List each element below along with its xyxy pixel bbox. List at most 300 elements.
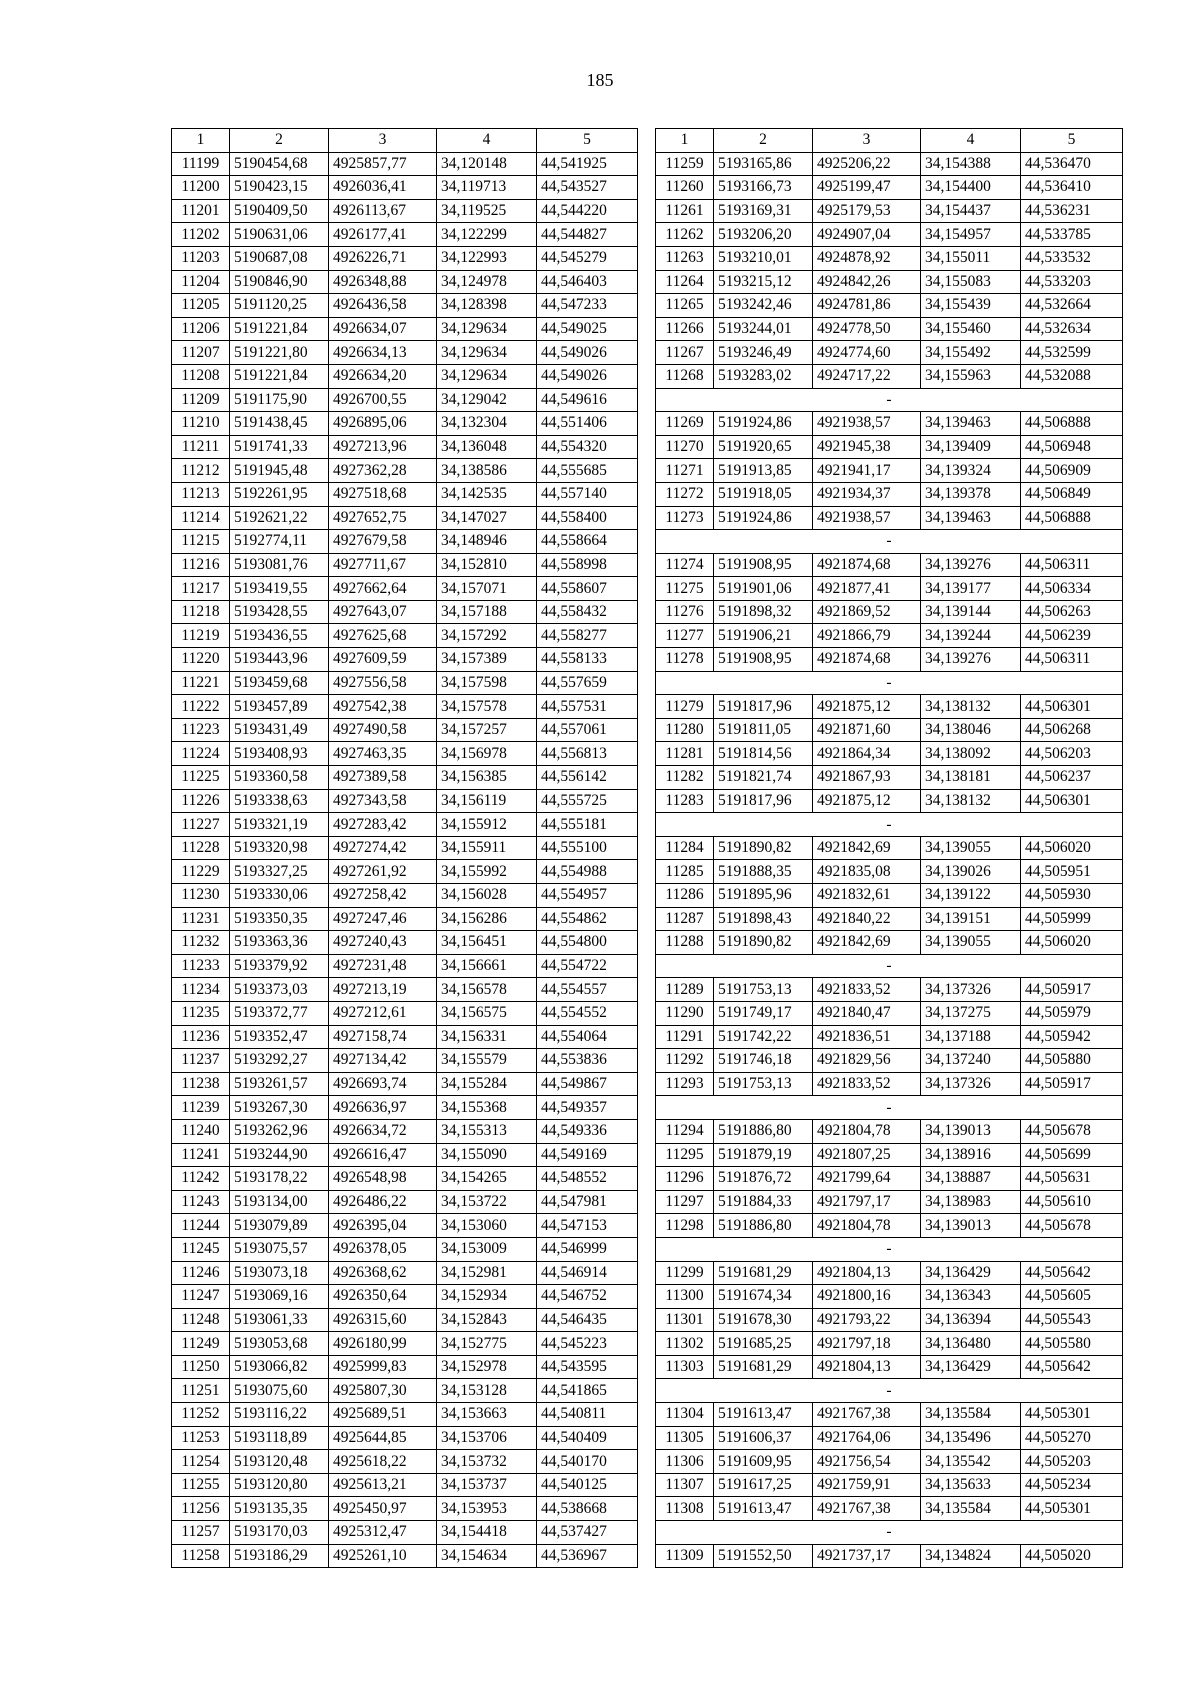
cell-col-5: 44,533532 (1021, 246, 1123, 270)
table-row (656, 1308, 1123, 1332)
cell-col-3: 4921835,08 (813, 860, 921, 884)
cell-col-5: 44,533203 (1021, 270, 1123, 294)
cell-col-1: 11276 (656, 600, 714, 624)
table-row (172, 482, 638, 506)
cell-col-5: 44,536470 (1021, 152, 1123, 176)
cell-col-4: 34,154634 (437, 1544, 537, 1568)
table-row (172, 1450, 638, 1474)
cell-col-1: 11207 (172, 341, 230, 365)
cell-col-4: 34,139177 (921, 577, 1021, 601)
cell-col-5: 44,506311 (1021, 648, 1123, 672)
cell-col-2: 5193061,33 (230, 1308, 329, 1332)
table-row (656, 412, 1123, 436)
table-row (172, 1285, 638, 1309)
cell-col-3: 4921767,38 (813, 1403, 921, 1427)
cell-col-2: 5191924,86 (714, 412, 813, 436)
cell-col-2: 5191895,96 (714, 884, 813, 908)
cell-col-5: 44,549867 (537, 1072, 638, 1096)
cell-col-5: 44,541925 (537, 152, 638, 176)
cell-col-1: 11220 (172, 648, 230, 672)
cell-col-1: 11286 (656, 884, 714, 908)
cell-col-4: 34,128398 (437, 294, 537, 318)
table-row (656, 1544, 1123, 1568)
cell-col-1: 11244 (172, 1214, 230, 1238)
cell-col-4: 34,153953 (437, 1497, 537, 1521)
table-row (172, 1379, 638, 1403)
cell-col-4: 34,139151 (921, 907, 1021, 931)
cell-col-5: 44,536231 (1021, 199, 1123, 223)
cell-col-3: 4925199,47 (813, 176, 921, 200)
cell-col-4: 34,156661 (437, 954, 537, 978)
cell-col-2: 5193079,89 (230, 1214, 329, 1238)
cell-col-3: 4927212,61 (329, 1001, 437, 1025)
cell-col-3: 4925857,77 (329, 152, 437, 176)
cell-col-4: 34,135633 (921, 1473, 1021, 1497)
header-col-1: 1 (656, 129, 714, 153)
table-row (656, 482, 1123, 506)
cell-col-3: 4921804,78 (813, 1119, 921, 1143)
table-row (172, 341, 638, 365)
cell-col-5: 44,506311 (1021, 553, 1123, 577)
cell-col-3: 4921875,12 (813, 789, 921, 813)
cell-col-4: 34,155911 (437, 836, 537, 860)
cell-col-1: 11231 (172, 907, 230, 931)
coordinates-table-left (171, 128, 638, 1568)
cell-col-2: 5193135,35 (230, 1497, 329, 1521)
cell-col-3: 4925206,22 (813, 152, 921, 176)
cell-col-4: 34,139244 (921, 624, 1021, 648)
cell-col-5: 44,558664 (537, 530, 638, 554)
table-row (172, 435, 638, 459)
cell-col-4: 34,134824 (921, 1544, 1021, 1568)
cell-col-2: 5191221,84 (230, 317, 329, 341)
cell-col-1: 11275 (656, 577, 714, 601)
cell-col-5: 44,558133 (537, 648, 638, 672)
table-row (172, 1072, 638, 1096)
cell-col-1: 11289 (656, 978, 714, 1002)
cell-col-4: 34,157257 (437, 718, 537, 742)
cell-col-2: 5193330,06 (230, 884, 329, 908)
cell-col-4: 34,156578 (437, 978, 537, 1002)
cell-col-5: 44,536967 (537, 1544, 638, 1568)
cell-col-2: 5191613,47 (714, 1403, 813, 1427)
header-col-2: 2 (714, 129, 813, 153)
cell-col-1: 11237 (172, 1049, 230, 1073)
cell-col-4: 34,153706 (437, 1426, 537, 1450)
cell-col-5: 44,548552 (537, 1167, 638, 1191)
cell-col-2: 5193116,22 (230, 1403, 329, 1427)
separator-row (656, 1521, 1123, 1545)
cell-col-5: 44,505020 (1021, 1544, 1123, 1568)
cell-col-5: 44,546914 (537, 1261, 638, 1285)
cell-col-1: 11257 (172, 1521, 230, 1545)
cell-col-2: 5191741,33 (230, 435, 329, 459)
cell-col-1: 11253 (172, 1426, 230, 1450)
table-row (172, 1237, 638, 1261)
table-row (656, 246, 1123, 270)
cell-col-4: 34,142535 (437, 482, 537, 506)
cell-col-3: 4927463,35 (329, 742, 437, 766)
cell-col-1: 11303 (656, 1355, 714, 1379)
cell-col-4: 34,152775 (437, 1332, 537, 1356)
cell-col-3: 4925618,22 (329, 1450, 437, 1474)
cell-col-5: 44,555181 (537, 813, 638, 837)
cell-col-2: 5191742,22 (714, 1025, 813, 1049)
table-row (172, 978, 638, 1002)
cell-col-4: 34,153737 (437, 1473, 537, 1497)
table-row (656, 1072, 1123, 1096)
cell-col-5: 44,540811 (537, 1403, 638, 1427)
cell-col-1: 11296 (656, 1167, 714, 1191)
separator-row (656, 388, 1123, 412)
cell-col-3: 4926348,88 (329, 270, 437, 294)
header-col-1: 1 (172, 129, 230, 153)
table-row (172, 1143, 638, 1167)
cell-col-4: 34,129042 (437, 388, 537, 412)
cell-col-4: 34,156385 (437, 766, 537, 790)
cell-col-4: 34,152934 (437, 1285, 537, 1309)
cell-col-3: 4925179,53 (813, 199, 921, 223)
cell-col-4: 34,139122 (921, 884, 1021, 908)
table-row (172, 718, 638, 742)
cell-col-4: 34,139463 (921, 506, 1021, 530)
cell-col-4: 34,132304 (437, 412, 537, 436)
cell-col-2: 5190423,15 (230, 176, 329, 200)
cell-col-4: 34,120148 (437, 152, 537, 176)
table-row (172, 836, 638, 860)
cell-col-3: 4926378,05 (329, 1237, 437, 1261)
cell-col-1: 11285 (656, 860, 714, 884)
cell-col-2: 5193066,82 (230, 1355, 329, 1379)
cell-col-4: 34,138046 (921, 718, 1021, 742)
cell-col-2: 5193431,49 (230, 718, 329, 742)
cell-col-3: 4927490,58 (329, 718, 437, 742)
cell-col-1: 11288 (656, 931, 714, 955)
cell-col-4: 34,153663 (437, 1403, 537, 1427)
table-row (172, 1025, 638, 1049)
cell-col-1: 11264 (656, 270, 714, 294)
cell-col-1: 11241 (172, 1143, 230, 1167)
table-row (656, 553, 1123, 577)
cell-col-1: 11278 (656, 648, 714, 672)
cell-col-1: 11224 (172, 742, 230, 766)
cell-col-4: 34,139013 (921, 1214, 1021, 1238)
cell-col-1: 11246 (172, 1261, 230, 1285)
cell-col-2: 5193075,60 (230, 1379, 329, 1403)
separator-cell: - (656, 388, 1123, 412)
cell-col-4: 34,136343 (921, 1285, 1021, 1309)
table-row (172, 742, 638, 766)
cell-col-3: 4927261,92 (329, 860, 437, 884)
cell-col-4: 34,157071 (437, 577, 537, 601)
cell-col-4: 34,155083 (921, 270, 1021, 294)
table-row (656, 931, 1123, 955)
cell-col-4: 34,156575 (437, 1001, 537, 1025)
cell-col-2: 5191606,37 (714, 1426, 813, 1450)
cell-col-3: 4927283,42 (329, 813, 437, 837)
cell-col-5: 44,506268 (1021, 718, 1123, 742)
cell-col-2: 5191884,33 (714, 1190, 813, 1214)
cell-col-1: 11205 (172, 294, 230, 318)
cell-col-3: 4927343,58 (329, 789, 437, 813)
cell-col-4: 34,138887 (921, 1167, 1021, 1191)
cell-col-5: 44,505930 (1021, 884, 1123, 908)
cell-col-5: 44,543595 (537, 1355, 638, 1379)
cell-col-2: 5191221,84 (230, 364, 329, 388)
table-row (656, 1497, 1123, 1521)
cell-col-5: 44,554557 (537, 978, 638, 1002)
header-col-2: 2 (230, 129, 329, 153)
table-row (656, 176, 1123, 200)
cell-col-1: 11258 (172, 1544, 230, 1568)
cell-col-1: 11272 (656, 482, 714, 506)
cell-col-4: 34,129634 (437, 364, 537, 388)
cell-col-1: 11199 (172, 152, 230, 176)
cell-col-2: 5190687,08 (230, 246, 329, 270)
cell-col-2: 5191811,05 (714, 718, 813, 742)
header-col-3: 3 (329, 129, 437, 153)
cell-col-4: 34,154437 (921, 199, 1021, 223)
cell-col-1: 11268 (656, 364, 714, 388)
cell-col-2: 5193283,02 (714, 364, 813, 388)
table-row (656, 435, 1123, 459)
cell-col-2: 5193134,00 (230, 1190, 329, 1214)
cell-col-3: 4921840,22 (813, 907, 921, 931)
cell-col-2: 5191817,96 (714, 789, 813, 813)
cell-col-2: 5193267,30 (230, 1096, 329, 1120)
table-row (656, 1285, 1123, 1309)
cell-col-1: 11250 (172, 1355, 230, 1379)
cell-col-4: 34,155992 (437, 860, 537, 884)
cell-col-5: 44,506263 (1021, 600, 1123, 624)
cell-col-1: 11271 (656, 459, 714, 483)
cell-col-2: 5193118,89 (230, 1426, 329, 1450)
cell-col-3: 4921759,91 (813, 1473, 921, 1497)
cell-col-2: 5191901,06 (714, 577, 813, 601)
table-row (656, 1261, 1123, 1285)
cell-col-5: 44,558998 (537, 553, 638, 577)
cell-col-4: 34,139144 (921, 600, 1021, 624)
table-row (172, 1497, 638, 1521)
cell-col-5: 44,505580 (1021, 1332, 1123, 1356)
cell-col-2: 5191890,82 (714, 931, 813, 955)
cell-col-5: 44,546435 (537, 1308, 638, 1332)
cell-col-1: 11261 (656, 199, 714, 223)
cell-col-4: 34,153722 (437, 1190, 537, 1214)
table-row (656, 1001, 1123, 1025)
cell-col-2: 5193408,93 (230, 742, 329, 766)
cell-col-3: 4921807,25 (813, 1143, 921, 1167)
cell-col-5: 44,540170 (537, 1450, 638, 1474)
cell-col-2: 5193320,98 (230, 836, 329, 860)
table-row (172, 1119, 638, 1143)
cell-col-4: 34,136429 (921, 1261, 1021, 1285)
cell-col-5: 44,506020 (1021, 931, 1123, 955)
table-row (656, 1473, 1123, 1497)
cell-col-3: 4925261,10 (329, 1544, 437, 1568)
cell-col-3: 4921800,16 (813, 1285, 921, 1309)
cell-col-2: 5193178,22 (230, 1167, 329, 1191)
cell-col-5: 44,506301 (1021, 789, 1123, 813)
cell-col-1: 11280 (656, 718, 714, 742)
cell-col-2: 5193081,76 (230, 553, 329, 577)
cell-col-1: 11229 (172, 860, 230, 884)
cell-col-5: 44,536410 (1021, 176, 1123, 200)
cell-col-2: 5191120,25 (230, 294, 329, 318)
cell-col-5: 44,558277 (537, 624, 638, 648)
separator-row (656, 1096, 1123, 1120)
cell-col-2: 5191945,48 (230, 459, 329, 483)
cell-col-2: 5190409,50 (230, 199, 329, 223)
cell-col-4: 34,156119 (437, 789, 537, 813)
table-row (172, 1473, 638, 1497)
cell-col-3: 4925613,21 (329, 1473, 437, 1497)
cell-col-3: 4926895,06 (329, 412, 437, 436)
cell-col-2: 5193242,46 (714, 294, 813, 318)
cell-col-3: 4927134,42 (329, 1049, 437, 1073)
cell-col-3: 4926634,72 (329, 1119, 437, 1143)
cell-col-2: 5193262,96 (230, 1119, 329, 1143)
cell-col-3: 4921797,18 (813, 1332, 921, 1356)
cell-col-3: 4921866,79 (813, 624, 921, 648)
cell-col-3: 4926700,55 (329, 388, 437, 412)
cell-col-3: 4921764,06 (813, 1426, 921, 1450)
cell-col-3: 4927213,96 (329, 435, 437, 459)
cell-col-2: 5193075,57 (230, 1237, 329, 1261)
cell-col-1: 11297 (656, 1190, 714, 1214)
cell-col-4: 34,139378 (921, 482, 1021, 506)
cell-col-3: 4926634,07 (329, 317, 437, 341)
cell-col-4: 34,155368 (437, 1096, 537, 1120)
cell-col-3: 4927231,48 (329, 954, 437, 978)
table-row (172, 600, 638, 624)
cell-col-3: 4921829,56 (813, 1049, 921, 1073)
cell-col-4: 34,139276 (921, 648, 1021, 672)
cell-col-4: 34,138983 (921, 1190, 1021, 1214)
cell-col-2: 5191221,80 (230, 341, 329, 365)
cell-col-4: 34,147027 (437, 506, 537, 530)
cell-col-2: 5191920,65 (714, 435, 813, 459)
cell-col-3: 4926486,22 (329, 1190, 437, 1214)
table-row (656, 1049, 1123, 1073)
separator-row (656, 1237, 1123, 1261)
cell-col-5: 44,505301 (1021, 1497, 1123, 1521)
cell-col-1: 11212 (172, 459, 230, 483)
cell-col-4: 34,157598 (437, 671, 537, 695)
cell-col-1: 11279 (656, 695, 714, 719)
cell-col-2: 5193261,57 (230, 1072, 329, 1096)
cell-col-2: 5191898,32 (714, 600, 813, 624)
cell-col-4: 34,153060 (437, 1214, 537, 1238)
cell-col-5: 44,555100 (537, 836, 638, 860)
cell-col-3: 4921833,52 (813, 1072, 921, 1096)
cell-col-5: 44,505203 (1021, 1450, 1123, 1474)
cell-col-1: 11284 (656, 836, 714, 860)
table-row (656, 1025, 1123, 1049)
cell-col-3: 4926636,97 (329, 1096, 437, 1120)
table-row (172, 506, 638, 530)
cell-col-2: 5193379,92 (230, 954, 329, 978)
cell-col-5: 44,532088 (1021, 364, 1123, 388)
table-row (172, 1049, 638, 1073)
table-row (656, 270, 1123, 294)
cell-col-4: 34,139409 (921, 435, 1021, 459)
cell-col-1: 11243 (172, 1190, 230, 1214)
cell-col-2: 5191685,25 (714, 1332, 813, 1356)
cell-col-5: 44,549616 (537, 388, 638, 412)
cell-col-5: 44,549357 (537, 1096, 638, 1120)
cell-col-1: 11216 (172, 553, 230, 577)
cell-col-3: 4924778,50 (813, 317, 921, 341)
cell-col-1: 11283 (656, 789, 714, 813)
cell-col-2: 5193169,31 (714, 199, 813, 223)
cell-col-2: 5191617,25 (714, 1473, 813, 1497)
cell-col-1: 11277 (656, 624, 714, 648)
cell-col-1: 11265 (656, 294, 714, 318)
cell-col-3: 4921864,34 (813, 742, 921, 766)
table-row (656, 1426, 1123, 1450)
cell-col-3: 4924781,86 (813, 294, 921, 318)
cell-col-3: 4921767,38 (813, 1497, 921, 1521)
header-col-4: 4 (437, 129, 537, 153)
cell-col-5: 44,505543 (1021, 1308, 1123, 1332)
cell-col-4: 34,157292 (437, 624, 537, 648)
cell-col-4: 34,136429 (921, 1355, 1021, 1379)
cell-col-3: 4925312,47 (329, 1521, 437, 1545)
cell-col-2: 5191438,45 (230, 412, 329, 436)
cell-col-3: 4927625,68 (329, 624, 437, 648)
cell-col-2: 5193352,47 (230, 1025, 329, 1049)
cell-col-1: 11254 (172, 1450, 230, 1474)
cell-col-2: 5193210,01 (714, 246, 813, 270)
cell-col-1: 11259 (656, 152, 714, 176)
cell-col-4: 34,119713 (437, 176, 537, 200)
cell-col-1: 11201 (172, 199, 230, 223)
cell-col-5: 44,537427 (537, 1521, 638, 1545)
cell-col-4: 34,138132 (921, 695, 1021, 719)
cell-col-4: 34,155090 (437, 1143, 537, 1167)
cell-col-3: 4921833,52 (813, 978, 921, 1002)
cell-col-5: 44,549026 (537, 341, 638, 365)
cell-col-4: 34,135496 (921, 1426, 1021, 1450)
cell-col-5: 44,505917 (1021, 1072, 1123, 1096)
header-col-4: 4 (921, 129, 1021, 153)
cell-col-4: 34,154400 (921, 176, 1021, 200)
cell-col-5: 44,506849 (1021, 482, 1123, 506)
cell-col-5: 44,557531 (537, 695, 638, 719)
cell-col-3: 4921945,38 (813, 435, 921, 459)
cell-col-2: 5191175,90 (230, 388, 329, 412)
cell-col-3: 4924717,22 (813, 364, 921, 388)
cell-col-2: 5193186,29 (230, 1544, 329, 1568)
cell-col-4: 34,155313 (437, 1119, 537, 1143)
cell-col-3: 4927518,68 (329, 482, 437, 506)
cell-col-4: 34,157578 (437, 695, 537, 719)
cell-col-5: 44,549025 (537, 317, 638, 341)
cell-col-1: 11305 (656, 1426, 714, 1450)
cell-col-1: 11273 (656, 506, 714, 530)
cell-col-2: 5191753,13 (714, 978, 813, 1002)
cell-col-4: 34,124978 (437, 270, 537, 294)
cell-col-5: 44,543527 (537, 176, 638, 200)
cell-col-2: 5191678,30 (714, 1308, 813, 1332)
cell-col-3: 4925689,51 (329, 1403, 437, 1427)
cell-col-2: 5191908,95 (714, 553, 813, 577)
table-row (172, 789, 638, 813)
cell-col-1: 11287 (656, 907, 714, 931)
cell-col-3: 4921756,54 (813, 1450, 921, 1474)
cell-col-5: 44,541865 (537, 1379, 638, 1403)
